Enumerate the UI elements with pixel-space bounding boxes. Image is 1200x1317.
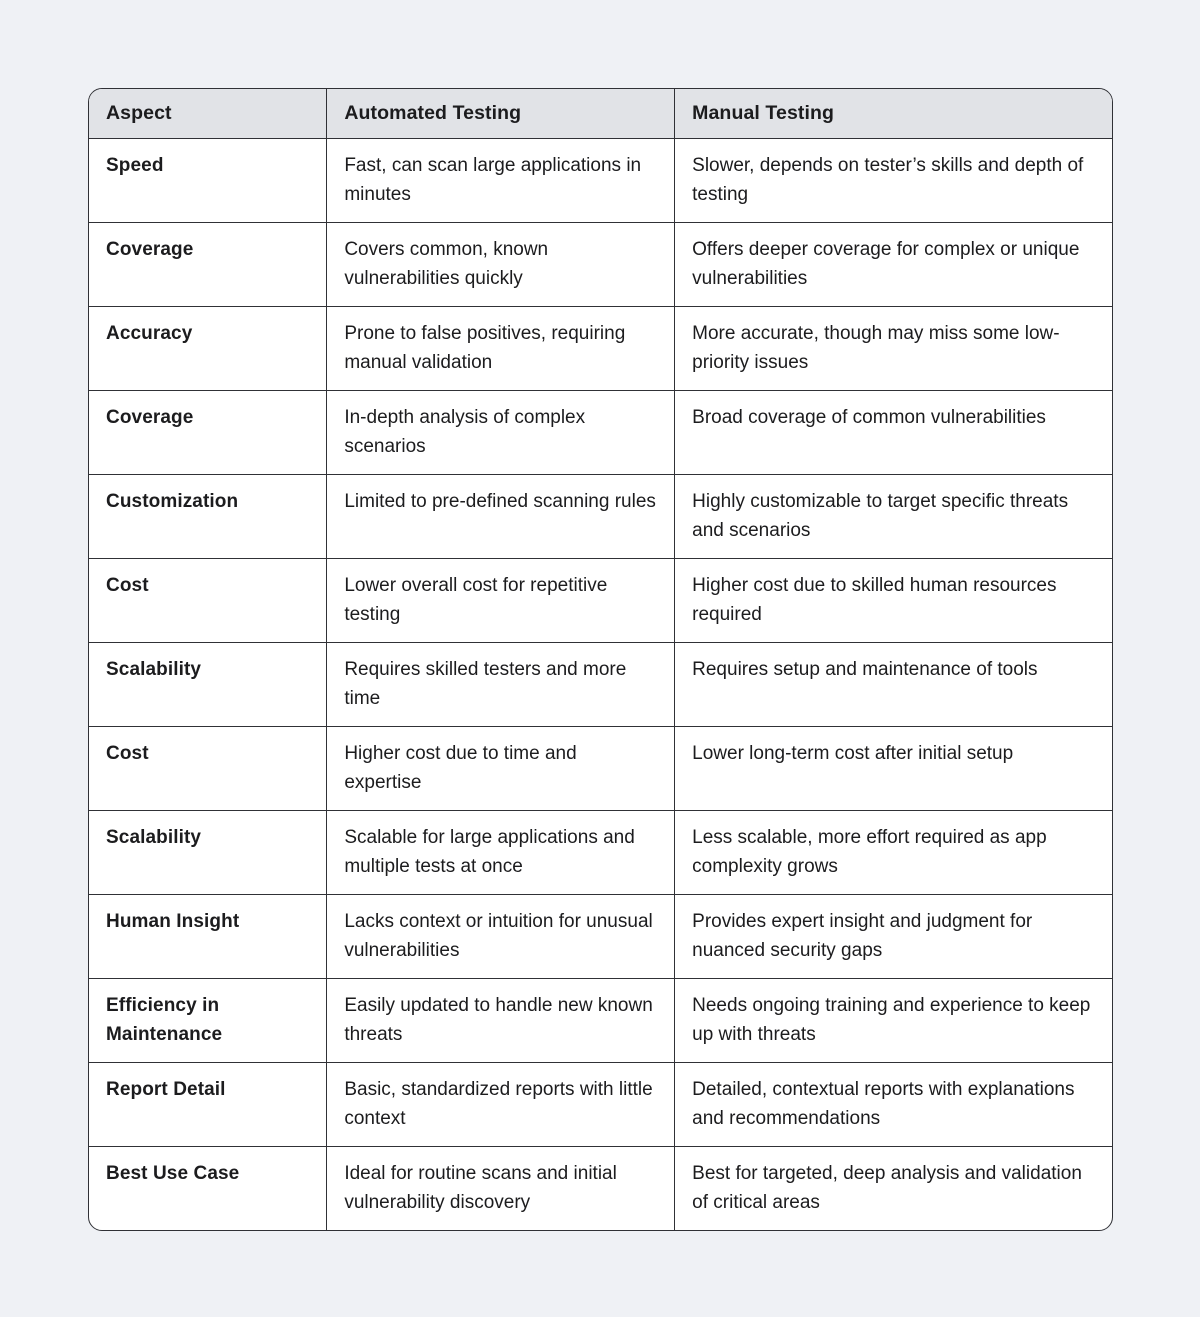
manual-testing-cell: Needs ongoing training and experience to keep up with threats	[674, 979, 1112, 1062]
automated-testing-cell: Scalable for large applications and multiple tests at once	[326, 811, 674, 894]
manual-testing-cell: Best for targeted, deep analysis and validation of critical areas	[674, 1147, 1112, 1230]
table-row	[89, 474, 1112, 558]
manual-testing-cell: Detailed, contextual reports with explanations and recommendations	[674, 1063, 1112, 1146]
aspect-cell: Accuracy	[106, 323, 193, 344]
table-row	[89, 810, 1112, 894]
automated-testing-cell: Prone to false positives, requiring manual validation	[326, 307, 674, 390]
automated-testing-cell: In-depth analysis of complex scenarios	[326, 391, 674, 474]
aspect-cell: Efficiency in Maintenance	[106, 995, 223, 1045]
table-row	[89, 1146, 1112, 1230]
automated-testing-cell: Easily updated to handle new known threats	[326, 979, 674, 1062]
aspect-cell: Cost	[106, 743, 149, 764]
column-header-aspect: Aspect	[106, 102, 172, 124]
aspect-cell: Best Use Case	[106, 1163, 240, 1184]
manual-testing-cell: Lower long-term cost after initial setup	[674, 727, 1112, 810]
table-row	[89, 1062, 1112, 1146]
table-row	[89, 390, 1112, 474]
table-row	[89, 978, 1112, 1062]
manual-testing-cell: Broad coverage of common vulnerabilities	[674, 391, 1112, 474]
aspect-cell: Cost	[106, 575, 149, 596]
table-row	[89, 894, 1112, 978]
aspect-cell: Scalability	[106, 659, 202, 680]
aspect-cell: Scalability	[106, 827, 202, 848]
table-row	[89, 726, 1112, 810]
table-body	[89, 138, 1112, 1230]
manual-testing-cell: Requires setup and maintenance of tools	[674, 643, 1112, 726]
automated-testing-cell: Lower overall cost for repetitive testing	[326, 559, 674, 642]
automated-testing-cell: Ideal for routine scans and initial vulnerability discovery	[326, 1147, 674, 1230]
aspect-cell: Coverage	[106, 239, 194, 260]
column-header-automated-testing: Automated Testing	[326, 89, 674, 138]
automated-testing-cell: Covers common, known vulnerabilities quickly	[326, 223, 674, 306]
table-row	[89, 222, 1112, 306]
comparison-table	[88, 88, 1113, 1231]
table-row	[89, 306, 1112, 390]
table-row	[89, 138, 1112, 222]
manual-testing-cell: Higher cost due to skilled human resources required	[674, 559, 1112, 642]
manual-testing-cell: Less scalable, more effort required as app complexity grows	[674, 811, 1112, 894]
manual-testing-cell: Slower, depends on tester’s skills and depth of testing	[674, 139, 1112, 222]
manual-testing-cell: Highly customizable to target specific threats and scenarios	[674, 475, 1112, 558]
table-header-row	[89, 89, 1112, 138]
aspect-cell: Coverage	[106, 407, 194, 428]
aspect-cell: Report Detail	[106, 1079, 226, 1100]
automated-testing-cell: Basic, standardized reports with little context	[326, 1063, 674, 1146]
automated-testing-cell: Limited to pre-defined scanning rules	[326, 475, 674, 558]
aspect-cell: Human Insight	[106, 911, 240, 932]
automated-testing-cell: Lacks context or intuition for unusual vulnerabilities	[326, 895, 674, 978]
aspect-cell: Customization	[106, 491, 239, 512]
manual-testing-cell: Provides expert insight and judgment for nuanced security gaps	[674, 895, 1112, 978]
table-row	[89, 558, 1112, 642]
automated-testing-cell: Requires skilled testers and more time	[326, 643, 674, 726]
automated-testing-cell: Higher cost due to time and expertise	[326, 727, 674, 810]
manual-testing-cell: Offers deeper coverage for complex or unique vulnerabilities	[674, 223, 1112, 306]
automated-testing-cell: Fast, can scan large applications in minutes	[326, 139, 674, 222]
column-header-manual-testing: Manual Testing	[674, 89, 1112, 138]
manual-testing-cell: More accurate, though may miss some low-priority issues	[674, 307, 1112, 390]
aspect-cell: Speed	[106, 155, 164, 176]
table-row	[89, 642, 1112, 726]
